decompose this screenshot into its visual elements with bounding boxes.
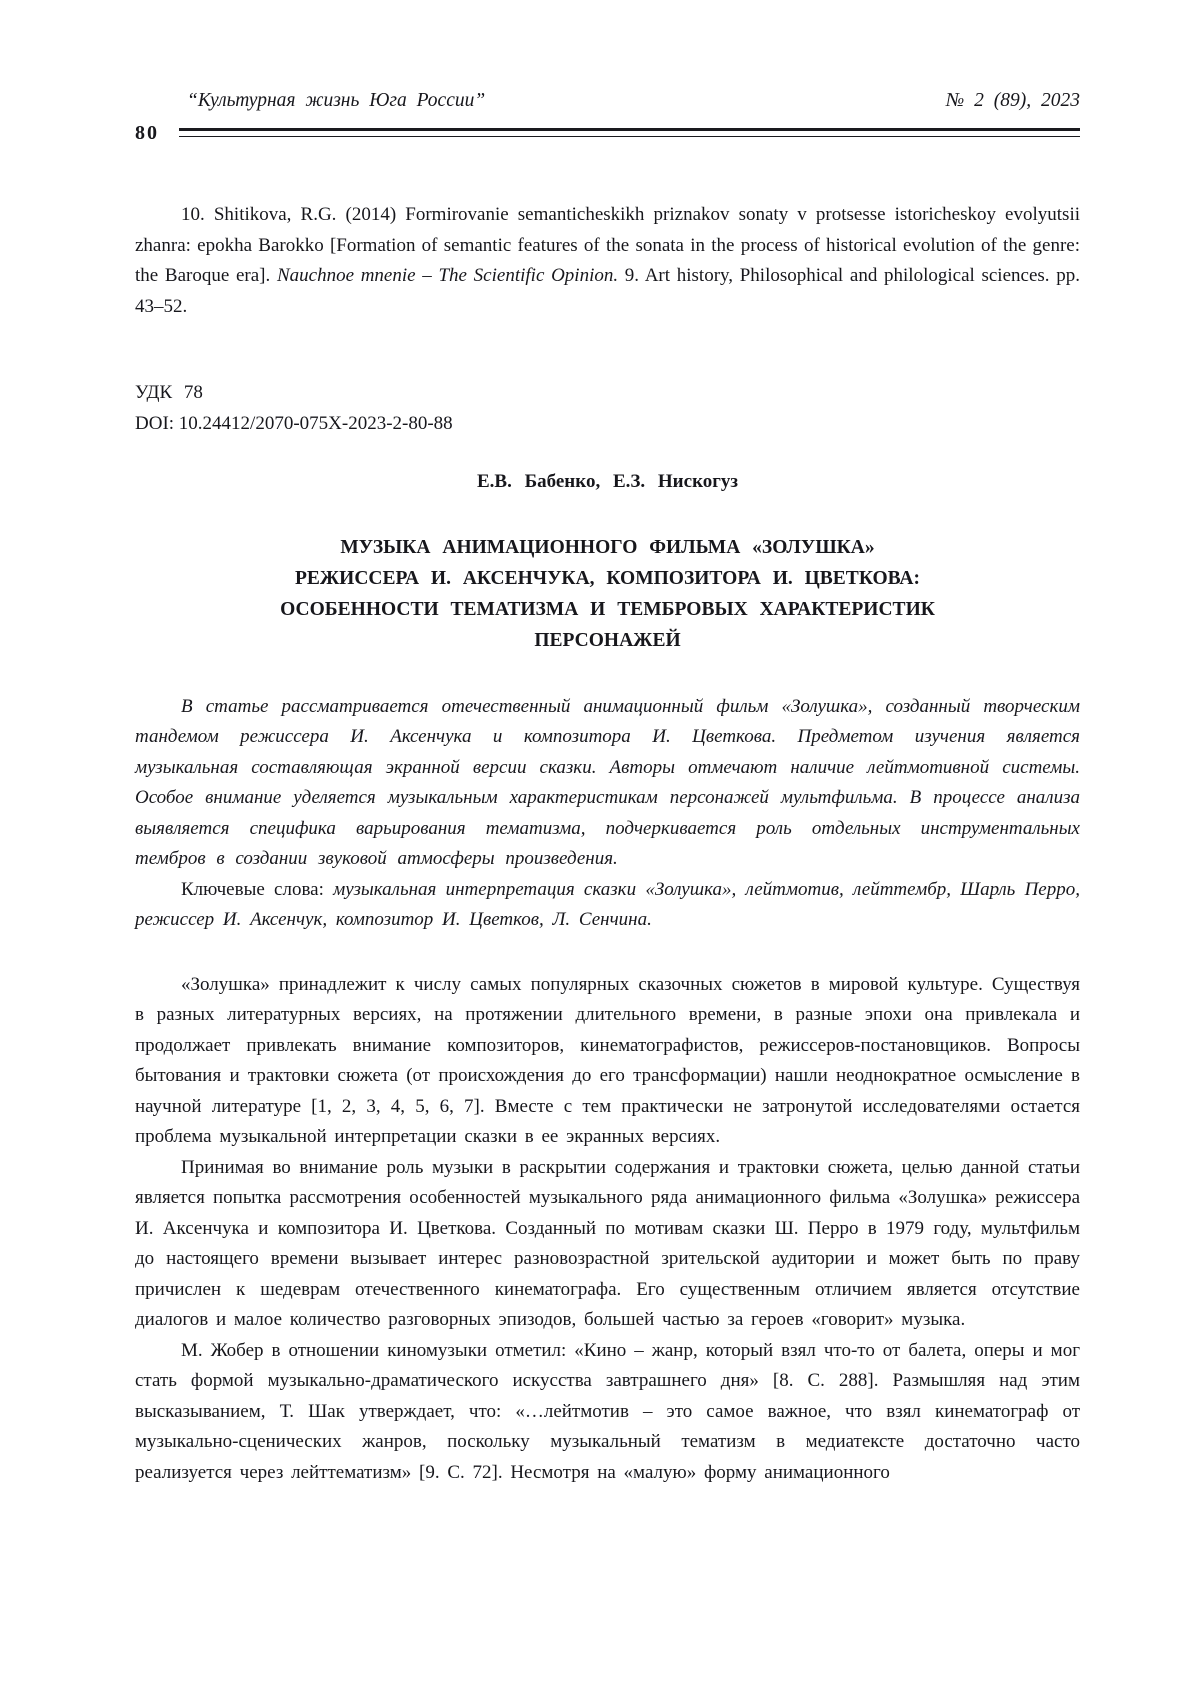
reference-entry [135,200,1080,322]
doi-line: DOI: 10.24412/2070-075X-2023-2-80-88 [135,412,453,434]
keywords [135,875,1080,936]
article-title-line: ПЕРСОНАЖЕЙ [534,629,681,651]
body-paragraph: «Золушка» принадлежит к числу самых популярных сказочных сюжетов в мировой культуре. Существуя в разных литературных версиях, на протяжении длительного времени, в разные эпохи она привлекала и продолжает привлекать внимание композиторов, кинематографистов, режиссеров-постановщиков. Вопросы бытования и трактовки сюжета (от происхождения до его трансформации) нашли неоднократное осмысление в научной литературе [1, 2, 3, 4, 5, 6, 7]. Вместе с тем практически не затронутой исследователями остается проблема музыкальной интерпретации сказки в ее экранных версиях. [135,973,1080,1147]
article-title-line: ОСОБЕННОСТИ ТЕМАТИЗМА И ТЕМБРОВЫХ ХАРАКТЕРИСТИК [280,598,935,620]
header-rule-thick [179,128,1080,131]
reference-text-regular: 10. Shitikova, R.G. (2014) Formirovanie semanticheskikh priznakov sonaty v protsesse istoricheskoy evolyutsii zhanra: epokha Barokko [Formation of semantic features of the sonata in the process of historical evolution of the genre: the Baroque era]. [135,204,1080,286]
authors-line: Е.В. Бабенко, Е.З. Нискогуз [476,471,739,492]
running-head-rule-row [135,118,1080,149]
header-rules [179,128,1080,137]
keywords-list-italic: музыкальная интерпретация сказки «Золушка», лейтмотив, лейттембр, Шарль Перро, режиссер И. Аксенчук, композитор И. Цветков, Л. Сенчина. [135,878,1080,930]
running-head [135,86,1080,148]
reference-text-tail: 9. Art history, Philosophical and philological sciences. pp. 43–52. [135,265,1080,317]
article-title-line: МУЗЫКА АНИМАЦИОННОГО ФИЛЬМА «ЗОЛУШКА» [340,536,875,558]
reference-source-italic: Nauchnoe mnenie – The Scientific Opinion. [276,265,619,286]
header-rule-thin [179,136,1080,137]
body-paragraph: М. Жобер в отношении киномузыки отметил: «Кино – жанр, который взял что-то от балета, оперы и мог стать формой музыкально-драматического искусства завтрашнего дня» [8. С. 288]. Размышляя над этим высказыванием, Т. Шак утверждает, что: «…лейтмотив – это самое важное, что взял кинематограф от музыкально-сценических жанров, поскольку музыкальный тематизм в медиатексте достаточно часто реализуется через лейттематизм» [9. С. 72]. Несмотря на «малую» форму анимационного [135,1339,1080,1483]
journal-name: “Культурная жизнь Юга России” [187,90,486,111]
page-number: 80 [135,121,159,144]
article-title [135,532,1080,656]
issue-info: № 2 (89), 2023 [945,90,1080,111]
article-body [135,970,1080,1489]
running-head-text-row [135,86,1080,117]
udc-line: УДК 78 [135,382,203,403]
abstract: В статье рассматривается отечественный анимационный фильм «Золушка», созданный творческим тандемом режиссера И. Аксенчука и композитора И. Цветкова. Предметом изучения является музыкальная составляющая экранной версии сказки. Авторы отмечают наличие лейтмотивной системы. Особое внимание уделяется музыкальным характеристикам персонажей мультфильма. В процессе анализа выявляется специфика варьирования тематизма, подчеркивается роль отдельных инструментальных тембров в создании звуковой атмосферы произведения. [135,695,1080,869]
article-meta [135,378,1080,439]
article-title-line: РЕЖИССЕРА И. АКСЕНЧУКА, КОМПОЗИТОРА И. ЦВЕТКОВА: [294,567,920,589]
keywords-label: Ключевые слова: [181,878,334,900]
body-paragraph: Принимая во внимание роль музыки в раскрытии содержания и трактовки сюжета, целью данной статьи является попытка рассмотрения особенностей музыкального ряда анимационного фильма «Золушка» режиссера И. Аксенчука и композитора И. Цветкова. Созданный по мотивам сказки Ш. Перро в 1979 году, мультфильм до настоящего времени вызывает интерес разновозрастной зрительской аудитории и может быть по праву причислен к шедеврам отечественного кинематографа. Его существенным отличием является отсутствие диалогов и малое количество разговорных эпизодов, большей частью за героев «говорит» музыка. [135,1156,1080,1330]
